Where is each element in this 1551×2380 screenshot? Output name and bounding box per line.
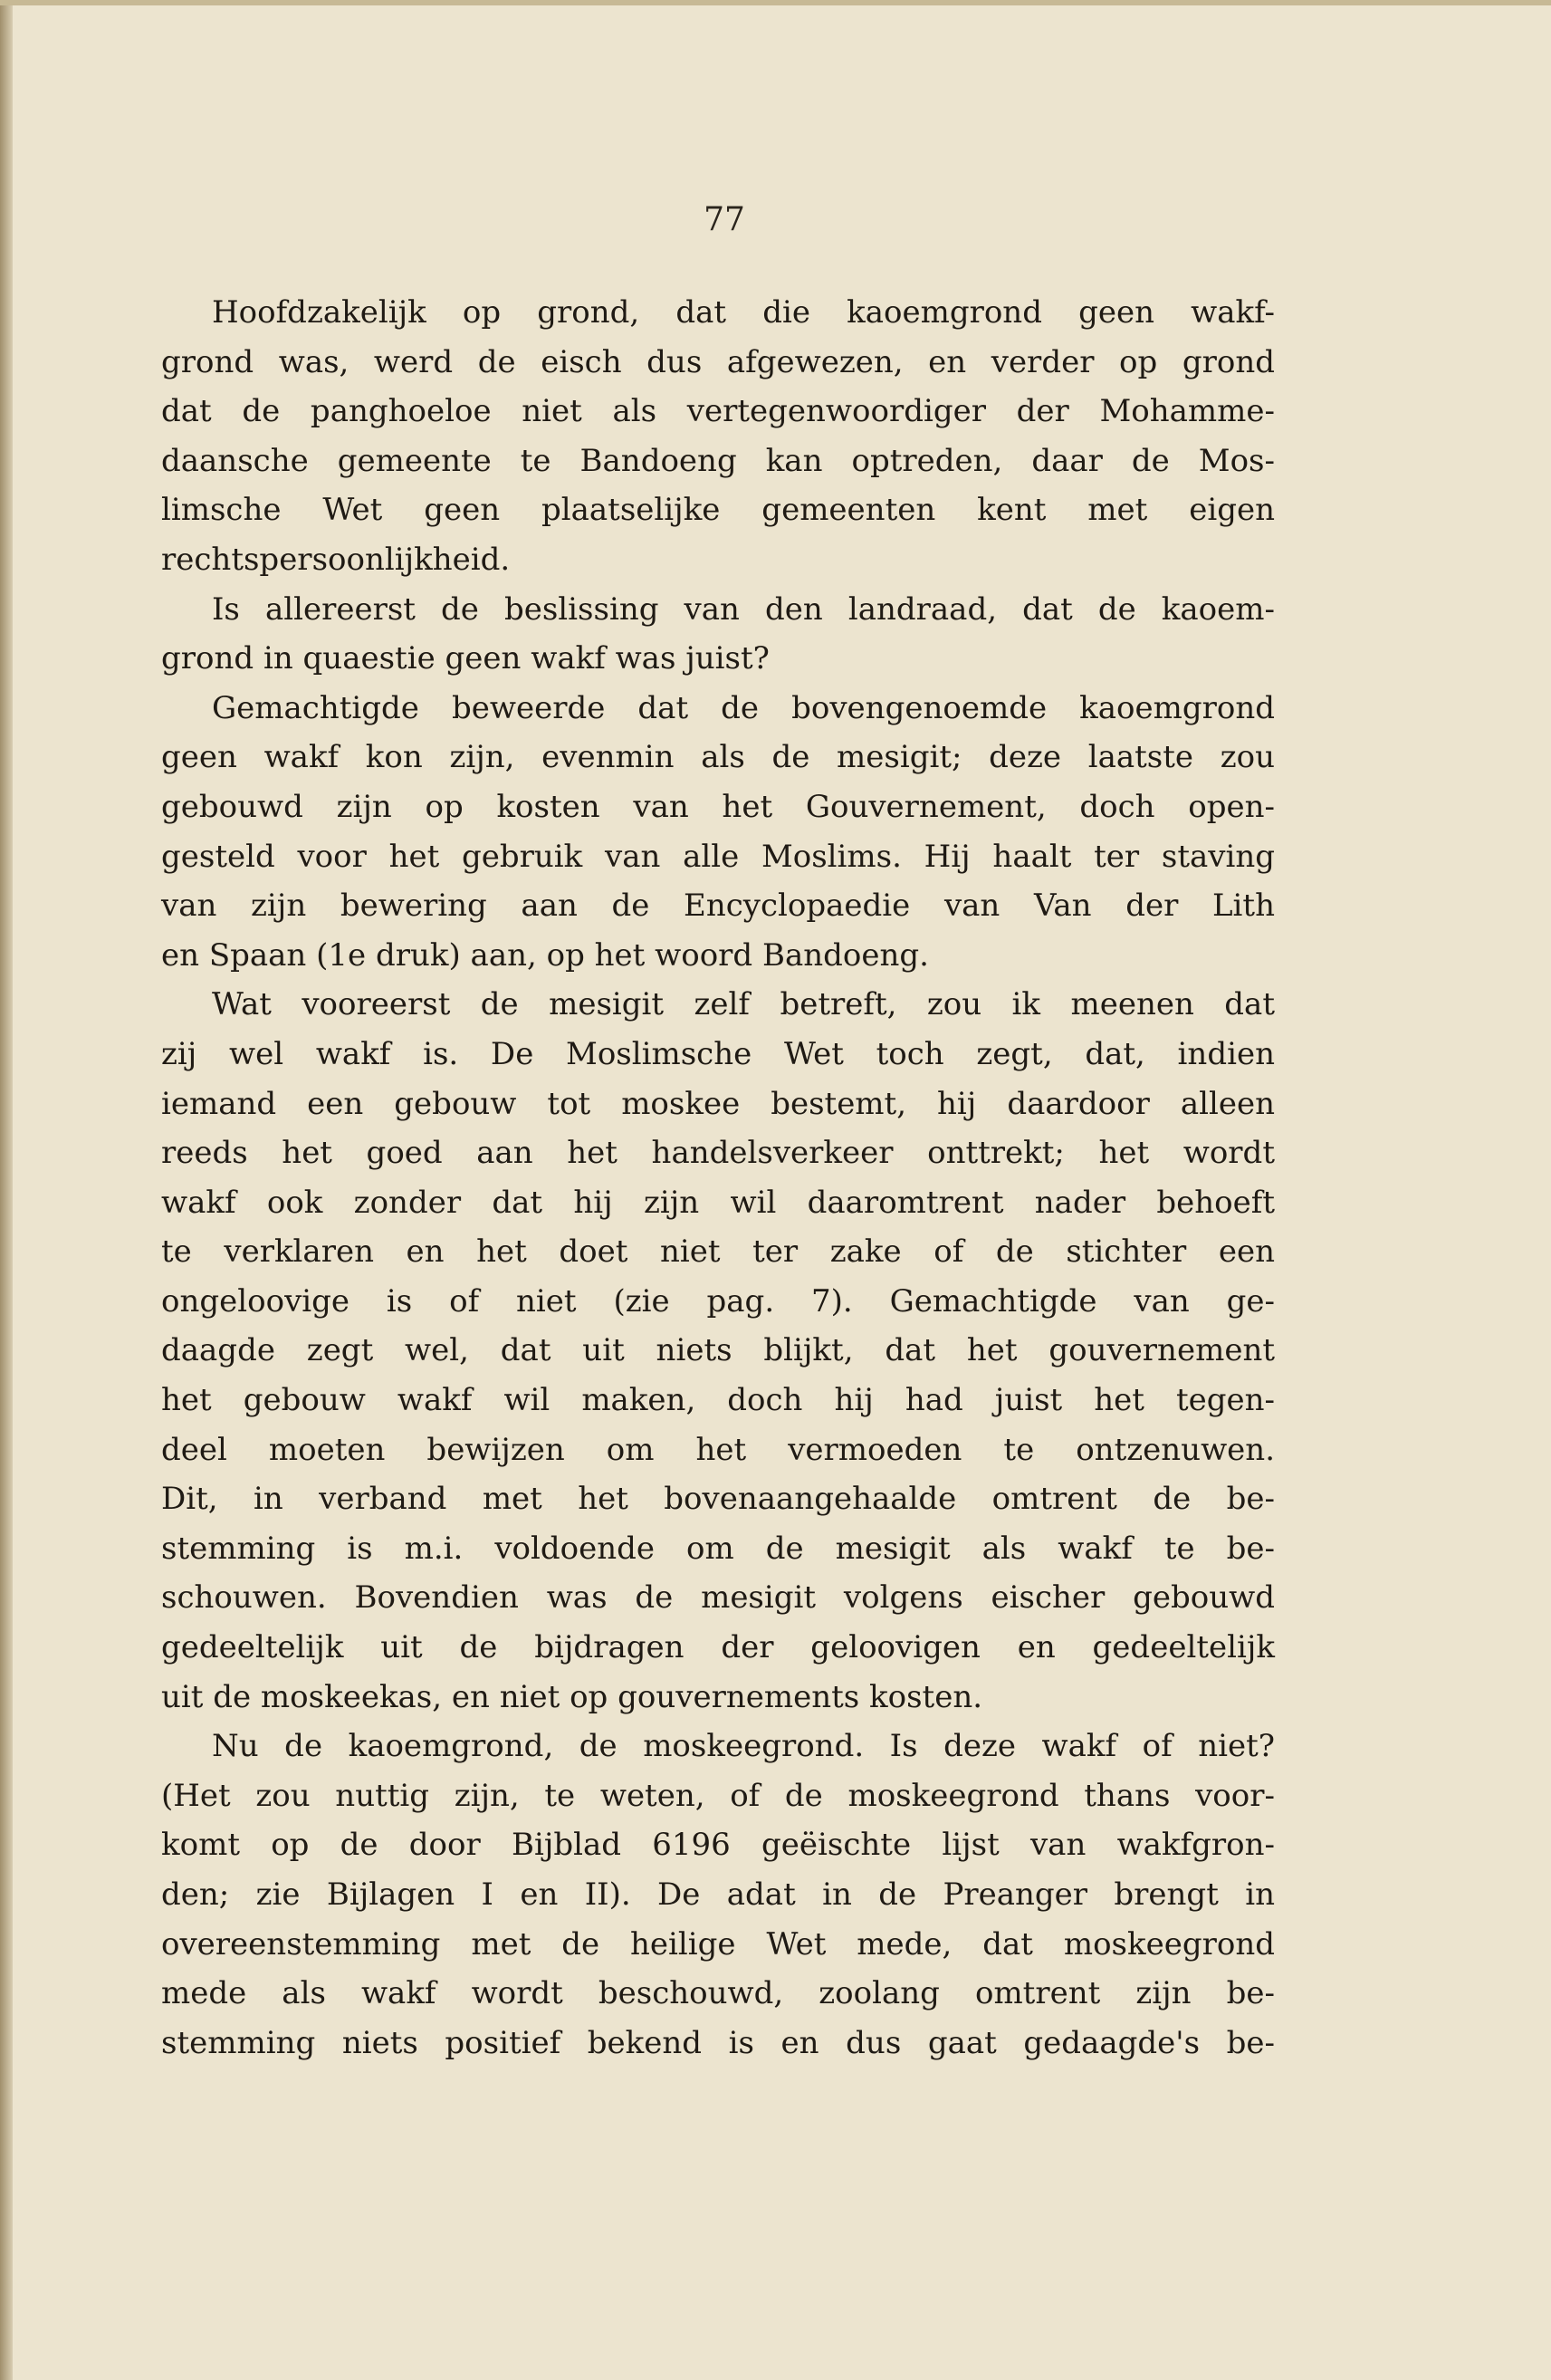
text-line: zij wel wakf is. De Moslimsche Wet toch zegt, dat, indien: [161, 1035, 1275, 1072]
page-edge-top: [0, 0, 1551, 5]
text-line: komt op de door Bijblad 6196 geëischte lijst van wakfgron-: [161, 1827, 1275, 1864]
text-line: stemming is m.i. voldoende om de mesigit als wakf te be-: [161, 1530, 1275, 1567]
text-line: gebouwd zijn op kosten van het Gouvernement, doch open-: [161, 788, 1275, 825]
text-line: Dit, in verband met het bovenaangehaalde omtrent de be-: [161, 1481, 1275, 1518]
text-line: daansche gemeente te Bandoeng kan optreden, daar de Mos-: [161, 442, 1275, 479]
page-edge-left: [0, 0, 13, 2380]
text-line: Is allereerst de beslissing van den landraad, dat de kaoem-: [212, 590, 1275, 628]
text-line: (Het zou nuttig zijn, te weten, of de moskeegrond thans voor-: [161, 1777, 1275, 1814]
text-line: rechtspersoonlijkheid.: [161, 541, 511, 578]
text-line: Gemachtigde beweerde dat de bovengenoemde kaoemgrond: [212, 689, 1275, 726]
body-text: [161, 288, 1275, 2068]
text-line: gedeeltelijk uit de bijdragen der geloovigen en gedeeltelijk: [161, 1629, 1275, 1666]
text-line: daagde zegt wel, dat uit niets blijkt, dat het gouvernement: [161, 1332, 1275, 1369]
text-line: geen wakf kon zijn, evenmin als de mesigit; deze laatste zou: [161, 739, 1275, 776]
text-line: iemand een gebouw tot moskee bestemt, hij daardoor alleen: [161, 1085, 1275, 1122]
text-line: het gebouw wakf wil maken, doch hij had juist het tegen-: [161, 1382, 1275, 1419]
text-line: dat de panghoeloe niet als vertegenwoordiger der Mohamme-: [161, 393, 1275, 430]
page-number: 77: [704, 201, 745, 238]
text-line: stemming niets positief bekend is en dus gaat gedaagde's be-: [161, 2024, 1275, 2061]
text-line: mede als wakf wordt beschouwd, zoolang omtrent zijn be-: [161, 1975, 1275, 2012]
text-line: grond was, werd de eisch dus afgewezen, en verder op grond: [161, 343, 1275, 380]
text-line: Nu de kaoemgrond, de moskeegrond. Is deze wakf of niet?: [212, 1728, 1275, 1765]
text-line: den; zie Bijlagen I en II). De adat in de Preanger brengt in: [161, 1876, 1275, 1913]
text-line: overeenstemming met de heilige Wet mede, dat moskeegrond: [161, 1925, 1275, 1963]
text-line: Wat vooreerst de mesigit zelf betreft, zou ik meenen dat: [212, 986, 1275, 1023]
text-line: ongeloovige is of niet (zie pag. 7). Gemachtigde van ge-: [161, 1282, 1275, 1320]
text-line: reeds het goed aan het handelsverkeer onttrekt; het wordt: [161, 1135, 1275, 1172]
text-line: limsche Wet geen plaatselijke gemeenten kent met eigen: [161, 492, 1275, 529]
text-line: schouwen. Bovendien was de mesigit volgens eischer gebouwd: [161, 1579, 1275, 1617]
text-line: uit de moskeekas, en niet op gouvernements kosten.: [161, 1678, 983, 1715]
text-line: deel moeten bewijzen om het vermoeden te ontzenuwen.: [161, 1431, 1275, 1468]
text-line: te verklaren en het doet niet ter zake of de stichter een: [161, 1233, 1275, 1271]
text-line: en Spaan (1e druk) aan, op het woord Bandoeng.: [161, 936, 929, 974]
text-line: wakf ook zonder dat hij zijn wil daaromtrent nader behoeft: [161, 1184, 1275, 1221]
text-line: van zijn bewering aan de Encyclopaedie van Van der Lith: [161, 888, 1275, 925]
text-line: grond in quaestie geen wakf was juist?: [161, 640, 770, 677]
text-line: gesteld voor het gebruik van alle Moslims. Hij haalt ter staving: [161, 838, 1275, 875]
text-line: Hoofdzakelijk op grond, dat die kaoemgrond geen wakf-: [212, 294, 1275, 331]
